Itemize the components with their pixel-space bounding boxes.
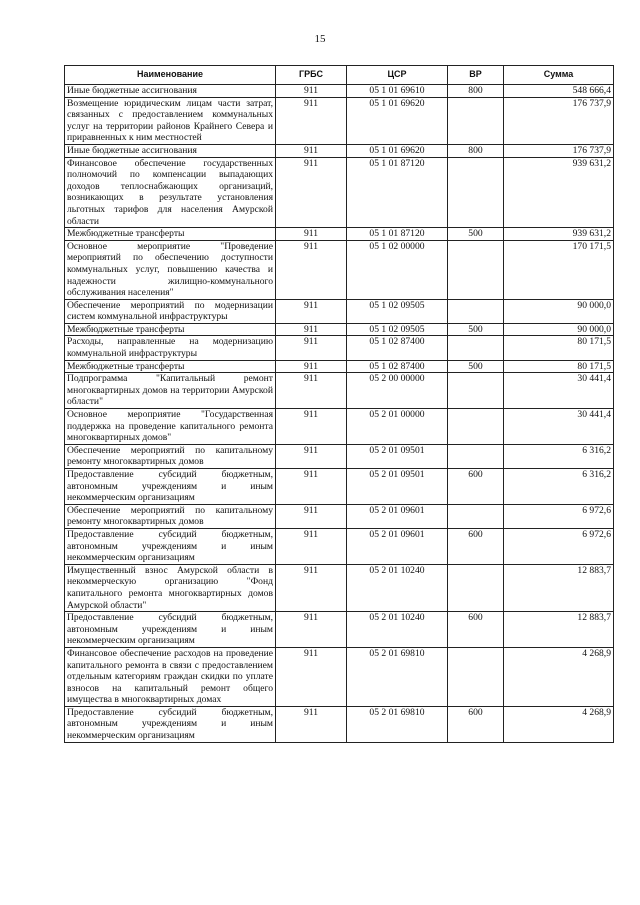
row-vr-cell <box>448 373 504 409</box>
row-name-cell: Расходы, направленные на модернизацию коммунальной инфраструктуры <box>65 336 276 360</box>
budget-table <box>64 65 614 743</box>
row-vr-cell <box>448 444 504 468</box>
row-sum-cell: 939 631,2 <box>504 228 614 241</box>
row-csr-cell: 05 1 02 09505 <box>347 299 448 323</box>
row-sum-cell: 548 666,4 <box>504 85 614 98</box>
row-name-cell: Возмещение юридическим лицам части затрат, связанных с предоставлением коммунальных услуг на территории районов Крайнего Севера и приравненных к ним местностей <box>65 97 276 144</box>
row-sum-cell: 6 972,6 <box>504 504 614 528</box>
row-vr-cell: 500 <box>448 323 504 336</box>
table-row <box>65 97 614 144</box>
row-grbs-cell: 911 <box>276 144 347 157</box>
row-grbs-cell: 911 <box>276 373 347 409</box>
row-vr-cell <box>448 157 504 228</box>
row-grbs-cell: 911 <box>276 228 347 241</box>
row-grbs-cell: 911 <box>276 240 347 299</box>
row-name-cell: Подпрограмма "Капитальный ремонт многоквартирных домов на территории Амурской области" <box>65 373 276 409</box>
table-row <box>65 360 614 373</box>
row-sum-cell: 6 316,2 <box>504 469 614 505</box>
row-name-cell: Предоставление субсидий бюджетным, автономным учреждениям и иным некоммерческим организациям <box>65 706 276 742</box>
table-row <box>65 409 614 445</box>
row-name-cell: Межбюджетные трансферты <box>65 360 276 373</box>
row-grbs-cell: 911 <box>276 85 347 98</box>
row-sum-cell: 176 737,9 <box>504 144 614 157</box>
row-name-cell: Финансовое обеспечение государственных полномочий по компенсации выпадающих доходов теплоснабжающих организаций, возникающих в результате установления льготных тарифов для населения Амурской области <box>65 157 276 228</box>
row-vr-cell: 600 <box>448 469 504 505</box>
row-csr-cell: 05 1 01 87120 <box>347 228 448 241</box>
table-row <box>65 323 614 336</box>
row-csr-cell: 05 1 02 09505 <box>347 323 448 336</box>
row-vr-cell: 500 <box>448 360 504 373</box>
table-row <box>65 228 614 241</box>
table-row <box>65 564 614 611</box>
row-sum-cell: 6 972,6 <box>504 528 614 564</box>
row-grbs-cell: 911 <box>276 97 347 144</box>
row-vr-cell: 800 <box>448 85 504 98</box>
table-row <box>65 144 614 157</box>
row-grbs-cell: 911 <box>276 612 347 648</box>
row-vr-cell <box>448 336 504 360</box>
row-csr-cell: 05 2 01 09601 <box>347 528 448 564</box>
row-sum-cell: 12 883,7 <box>504 612 614 648</box>
row-csr-cell: 05 2 01 69810 <box>347 647 448 706</box>
row-csr-cell: 05 2 01 10240 <box>347 564 448 611</box>
row-grbs-cell: 911 <box>276 336 347 360</box>
row-name-cell: Обеспечение мероприятий по капитальному ремонту многоквартирных домов <box>65 444 276 468</box>
table-row <box>65 373 614 409</box>
row-name-cell: Обеспечение мероприятий по капитальному ремонту многоквартирных домов <box>65 504 276 528</box>
row-csr-cell: 05 1 01 69620 <box>347 97 448 144</box>
row-name-cell: Основное мероприятие "Государственная поддержка на проведение капитального ремонта многоквартирных домов" <box>65 409 276 445</box>
table-row <box>65 336 614 360</box>
table-row <box>65 469 614 505</box>
row-name-cell: Имущественный взнос Амурской области в некоммерческую организацию "Фонд капитального ремонта многоквартирных домов Амурской области" <box>65 564 276 611</box>
row-sum-cell: 30 441,4 <box>504 373 614 409</box>
row-csr-cell: 05 2 01 69810 <box>347 706 448 742</box>
column-header-grbs: ГРБС <box>276 66 347 85</box>
row-sum-cell: 90 000,0 <box>504 299 614 323</box>
row-sum-cell: 170 171,5 <box>504 240 614 299</box>
row-sum-cell: 4 268,9 <box>504 647 614 706</box>
row-name-cell: Финансовое обеспечение расходов на проведение капитального ремонта в связи с предоставлением отдельным категориям граждан скидки по уплате взносов на капитальный ремонт общего имущества в многоквартирных домах <box>65 647 276 706</box>
row-vr-cell: 600 <box>448 528 504 564</box>
row-grbs-cell: 911 <box>276 528 347 564</box>
row-name-cell: Основное мероприятие "Проведение мероприятий по обеспечению доступности коммунальных услуг, повышению качества и надежности жилищно-коммунального обслуживания населения" <box>65 240 276 299</box>
row-grbs-cell: 911 <box>276 360 347 373</box>
row-grbs-cell: 911 <box>276 564 347 611</box>
row-grbs-cell: 911 <box>276 409 347 445</box>
column-header-sum: Сумма <box>504 66 614 85</box>
row-csr-cell: 05 1 02 87400 <box>347 336 448 360</box>
row-csr-cell: 05 1 02 00000 <box>347 240 448 299</box>
row-name-cell: Межбюджетные трансферты <box>65 323 276 336</box>
table-body <box>65 85 614 743</box>
row-grbs-cell: 911 <box>276 444 347 468</box>
row-name-cell: Иные бюджетные ассигнования <box>65 85 276 98</box>
table-row <box>65 240 614 299</box>
row-vr-cell <box>448 409 504 445</box>
row-csr-cell: 05 2 01 10240 <box>347 612 448 648</box>
row-vr-cell <box>448 97 504 144</box>
table-row <box>65 504 614 528</box>
row-name-cell: Предоставление субсидий бюджетным, автономным учреждениям и иным некоммерческим организациям <box>65 469 276 505</box>
row-name-cell: Межбюджетные трансферты <box>65 228 276 241</box>
row-vr-cell: 600 <box>448 612 504 648</box>
row-sum-cell: 80 171,5 <box>504 336 614 360</box>
row-sum-cell: 4 268,9 <box>504 706 614 742</box>
row-csr-cell: 05 1 01 87120 <box>347 157 448 228</box>
row-grbs-cell: 911 <box>276 299 347 323</box>
row-vr-cell: 500 <box>448 228 504 241</box>
table-header-row <box>65 66 614 85</box>
row-sum-cell: 12 883,7 <box>504 564 614 611</box>
row-vr-cell <box>448 564 504 611</box>
row-csr-cell: 05 2 01 09501 <box>347 444 448 468</box>
row-csr-cell: 05 2 01 09501 <box>347 469 448 505</box>
column-header-csr: ЦСР <box>347 66 448 85</box>
column-header-vr: ВР <box>448 66 504 85</box>
row-grbs-cell: 911 <box>276 504 347 528</box>
row-vr-cell <box>448 647 504 706</box>
table-row <box>65 706 614 742</box>
row-csr-cell: 05 1 01 69620 <box>347 144 448 157</box>
row-name-cell: Иные бюджетные ассигнования <box>65 144 276 157</box>
row-name-cell: Обеспечение мероприятий по модернизации систем коммунальной инфраструктуры <box>65 299 276 323</box>
row-csr-cell: 05 2 01 00000 <box>347 409 448 445</box>
row-sum-cell: 30 441,4 <box>504 409 614 445</box>
row-sum-cell: 939 631,2 <box>504 157 614 228</box>
row-vr-cell: 600 <box>448 706 504 742</box>
table-row <box>65 528 614 564</box>
row-sum-cell: 90 000,0 <box>504 323 614 336</box>
table-row <box>65 612 614 648</box>
row-grbs-cell: 911 <box>276 469 347 505</box>
table-row <box>65 85 614 98</box>
column-header-name: Наименование <box>65 66 276 85</box>
page-number: 15 <box>314 33 326 45</box>
table-row <box>65 157 614 228</box>
row-sum-cell: 176 737,9 <box>504 97 614 144</box>
row-name-cell: Предоставление субсидий бюджетным, автономным учреждениям и иным некоммерческим организациям <box>65 612 276 648</box>
row-grbs-cell: 911 <box>276 157 347 228</box>
row-vr-cell <box>448 504 504 528</box>
row-name-cell: Предоставление субсидий бюджетным, автономным учреждениям и иным некоммерческим организациям <box>65 528 276 564</box>
row-csr-cell: 05 1 02 87400 <box>347 360 448 373</box>
row-grbs-cell: 911 <box>276 706 347 742</box>
row-sum-cell: 6 316,2 <box>504 444 614 468</box>
row-grbs-cell: 911 <box>276 647 347 706</box>
table-row <box>65 647 614 706</box>
row-csr-cell: 05 2 01 09601 <box>347 504 448 528</box>
row-csr-cell: 05 1 01 69610 <box>347 85 448 98</box>
row-vr-cell <box>448 240 504 299</box>
row-vr-cell: 800 <box>448 144 504 157</box>
row-sum-cell: 80 171,5 <box>504 360 614 373</box>
table-row <box>65 299 614 323</box>
row-grbs-cell: 911 <box>276 323 347 336</box>
row-csr-cell: 05 2 00 00000 <box>347 373 448 409</box>
table-row <box>65 444 614 468</box>
row-vr-cell <box>448 299 504 323</box>
